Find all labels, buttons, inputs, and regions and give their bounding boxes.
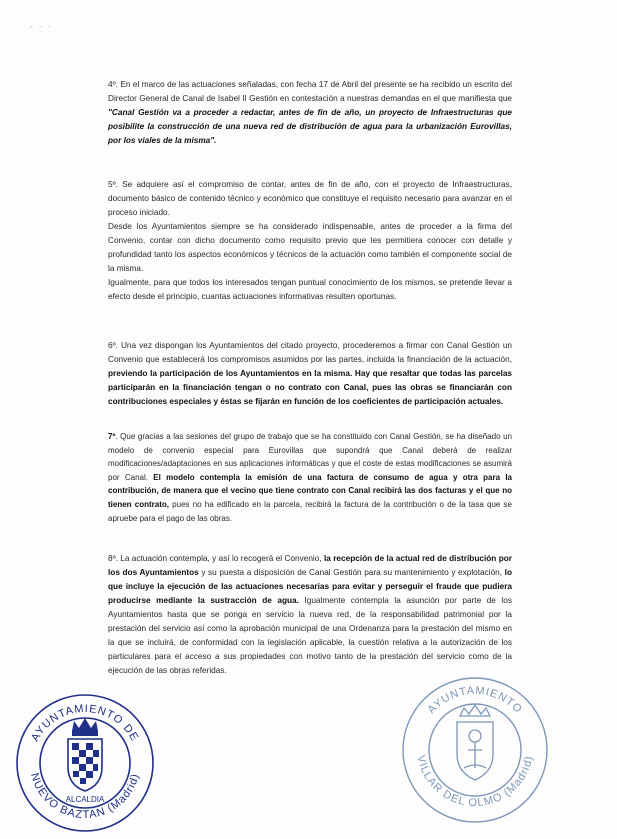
paragraph-7-number: 7º	[108, 432, 116, 441]
left-seal-inner-text: ALCALDIA	[65, 795, 105, 804]
paragraph-7-bold: El modelo contempla la emisión de una factura de consumo de agua y otra para la contribución, de manera que el vecino que tiene contrato con Canal recibirá las dos facturas y el que no tienen contrato,	[108, 472, 512, 509]
paragraph-7-text: . Que gracias a las sesiones del grupo de trabajo que se ha constituido con Canal Gestión, se ha diseñado un modelo de convenio especial para Eurovillas que supondrá que Canal deberá de realizar modificaciones/adaptaciones en sus aplicaciones informáticas y que el coste de estas modificaciones se asumirá por Canal.	[108, 432, 512, 482]
villar-del-olmo-seal-graphic	[400, 668, 550, 828]
paragraph-6-text: 6º. Una vez dispongan los Ayuntamientos del citado proyecto, procederemos a firmar con Canal Gestión un Convenio que establecerá los compromisos asumidos por las partes, incluida la financiación de la actuación,	[108, 341, 512, 364]
paragraph-6-bold-2: Hay que resaltar que todas las parcelas participarán en la financiación tengan o no contrato con Canal, pues las obras se financiarán con contribuciones especiales y éstas se fijarán en función de los coeficientes de participación actuales.	[108, 369, 512, 406]
paragraph-8-bold-2: lo que incluye la ejecución de las actuaciones necesarias para evitar y perseguir el fraude que pudiera producirse mediante la sustracción de agua.	[108, 568, 512, 605]
paragraph-8-mid: y su puesta a disposición de Canal Gestión para su mantenimiento y explotación,	[198, 568, 505, 577]
scan-mark: - · ·	[30, 22, 53, 31]
left-seal-top-text: AYUNTAMIENTO DE	[29, 702, 141, 744]
paragraph-4-text: 4º. En el marco de las actuaciones señaladas, con fecha 17 de Abril del presente se ha recibido un escrito del Director General de Canal de Isabel II Gestión en contestación a nuestras demandas en el que manifiesta que	[108, 80, 512, 103]
coat-of-arms-icon	[457, 705, 493, 780]
paragraph-6	[108, 339, 512, 409]
crown-icon	[72, 718, 98, 736]
paragraph-8-end: Igualmente contempla la asunción por parte de los Ayuntamientos hasta que se ponga en servicio la nueva red, de la responsabilidad patrimonial por la prestación del servicio así como la aprobación municipal de una Ordenanza para la prestación del mismo en la que se incluirá, de conformidad con la legislación aplicable, la cuestión relativa a la autorización de los particulares para el acceso a sus propiedades con motivo tanto de la prestación del servicio como de la ejecución de las obras referidas.	[108, 596, 512, 675]
paragraph-7	[108, 430, 512, 525]
paragraph-8	[108, 552, 512, 678]
paragraph-4-quote: "Canal Gestión va a proceder a redactar, antes de fin de año, un proyecto de Infraestructuras que posibilite la construcción de una nueva red de distribución de agua para la urbanización Eurovillas, por los viales de la misma".	[108, 108, 512, 145]
right-seal-top-text: AYUNTAMIENTO	[425, 684, 525, 717]
paragraph-5-b: Desde los Ayuntamientos siempre se ha considerado indispensable, antes de proceder a la firma del Convenio, contar con dicho documento como requisito previo que les permitiera conocer con detalle y profundidad tanto los aspectos económicos y técnicos de la actuación como también el componente social de la misma.	[108, 222, 512, 273]
paragraph-5	[108, 178, 512, 304]
nuevo-baztan-seal-graphic	[10, 685, 160, 835]
svg-text:AYUNTAMIENTO	[425, 685, 524, 716]
paragraph-6-bold-1: previendo la participación de los Ayuntamientos en la misma.	[108, 369, 353, 378]
paragraph-5-a: 5º. Se adquiere así el compromiso de contar, antes de fin de año, con el proyecto de Infraestructuras, documento básico de contenido técnico y económico que constituye el requisito necesario para avanzar en el proceso iniciado.	[108, 180, 512, 217]
paragraph-8-bold-1: la recepción de la actual red de distribución por los dos Ayuntamientos	[108, 554, 512, 577]
paragraph-5-c: Igualmente, para que todos los interesados tengan puntual conocimiento de los mismos, se pretende llevar a efecto desde el principio, cuantas actuaciones informativas resulten oportunas.	[108, 278, 512, 301]
right-seal-bottom-text: VILLAR DEL OLMO (Madrid)	[414, 754, 536, 810]
paragraph-4	[108, 78, 512, 148]
paragraph-8-text: 8º. La actuación contempla, y así lo recogerá el Convenio,	[108, 554, 324, 563]
villar-del-olmo-seal	[400, 668, 550, 828]
paragraph-7-end: pues no ha edificado en la parcela, recibirá la factura de la contribución o de la tasa que se apruebe para el pago de las obras.	[108, 499, 512, 523]
nuevo-baztan-seal	[10, 685, 160, 835]
left-seal-bottom-text: NUEVO BAZTAN (Madrid)	[28, 771, 142, 822]
